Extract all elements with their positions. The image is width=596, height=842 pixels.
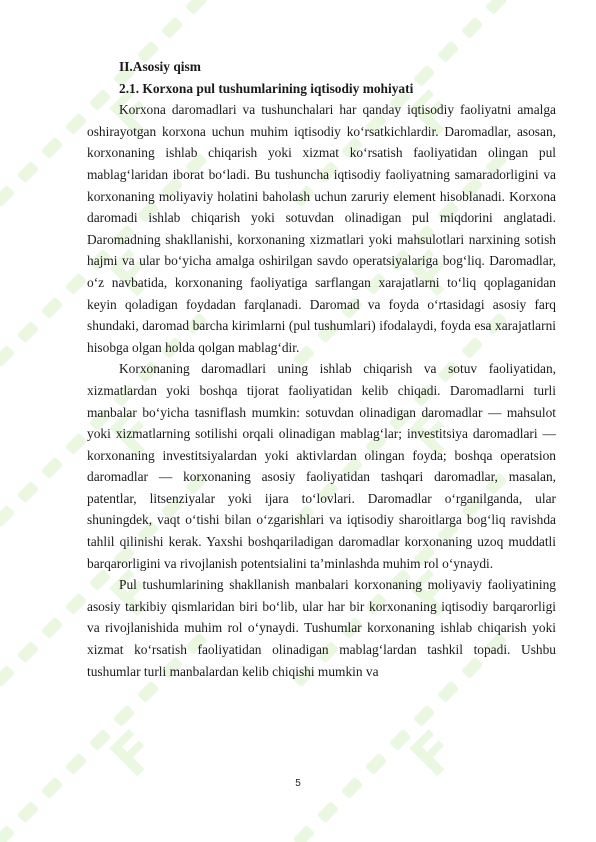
page-number: 5	[295, 778, 301, 789]
paragraph: Korxona daromadlari va tushunchalari har qanday iqtisodiy faoliyatni amalga oshirayotgan korxona uchun muhim iqtisodiy koʻrsatkichlardir. Daromadlar, asosan, korxonaning ishlab chiqarish yoki xizmat koʻrsatish faoliyatidan olingan pul mablagʻlaridan iborat boʻladi. Bu tushuncha iqtisodiy faoliyatning samaradorligini va korxonaning moliyaviy holatini baholash uchun zaruriy element hisoblanadi. Korxona daromadi ishlab chiqarish yoki sotuvdan olinadigan pul miqdorini anglatadi. Daromadning shakllanishi, korxonaning xizmatlari yoki mahsulotlari narxining sotish hajmi va ular boʻyicha amalga oshirilgan savdo operatsiyalariga bogʻliq. Daromadlar, oʻz navbatida, korxonaning faoliyatiga sarflangan xarajatlarni toʻliq qoplaganidan keyin qoladigan foydadan farqlanadi. Daromad va foyda oʻrtasidagi asosiy farq shundaki, daromad barcha kirimlarni (pul tushumlari) ifodalaydi, foyda esa xarajatlarni hisobga olgan holda qolgan mablagʻdir.	[87, 102, 556, 355]
paragraph: Korxonaning daromadlari uning ishlab chiqarish va sotuv faoliyatidan, xizmatlardan yoki boshqa tijorat faoliyatidan kelib chiqadi. Daromadlarni turli manbalar boʻyicha tasniflash mumkin: sotuvdan olinadigan daromadlar — mahsulot yoki xizmatlarning sotilishi orqali olinadigan mablagʻlar; investitsiya daromadlari — korxonaning investitsiyalardan yoki aktivlardan olingan foyda; boshqa operatsion daromadlar — korxonaning asosiy faoliyatidan tashqari daromadlar, masalan, patentlar, litsenziyalar yoki ijara toʻlovlari. Daromadlar oʻrganilganda, ular shuningdek, vaqt oʻtishi bilan oʻzgarishlari va iqtisodiy sharoitlarga bogʻliq ravishda tahlil qilinishi kerak. Yaxshi boshqariladigan daromadlar korxonaning uzoq muddatli barqarorligini va rivojlanish potentsialini taʼminlashda muhim rol oʻynaydi.	[87, 361, 556, 571]
svg-text:F: F	[98, 718, 170, 790]
svg-text:F: F	[398, 78, 470, 150]
svg-text:F: F	[398, 238, 470, 310]
subsection-heading: 2.1. Korxona pul tushumlarining iqtisodiy mohiyati	[119, 80, 414, 96]
svg-text:F: F	[398, 398, 470, 470]
svg-text:F: F	[98, 558, 170, 630]
page-content	[87, 56, 556, 682]
svg-text:F: F	[98, 398, 170, 470]
paragraph: Pul tushumlarining shakllanish manbalari korxonaning moliyaviy faoliyatining asosiy tarkibiy qismlaridan biri boʻlib, ular har bir korxonaning iqtisodiy barqarorligi va rivojlanishida muhim rol oʻynaydi. Tushumlar korxonaning ishlab chiqarish yoki xizmat koʻrsatish faoliyatidan olinadigan mablagʻlardan tashkil topadi. Ushbu tushumlar turli manbalardan kelib chiqishi mumkin va	[87, 577, 556, 679]
svg-text:F: F	[98, 78, 170, 150]
svg-text:F: F	[398, 718, 470, 790]
section-heading: II.Asosiy qism	[119, 59, 201, 74]
svg-text:F: F	[398, 558, 470, 630]
svg-text:F: F	[98, 238, 170, 310]
